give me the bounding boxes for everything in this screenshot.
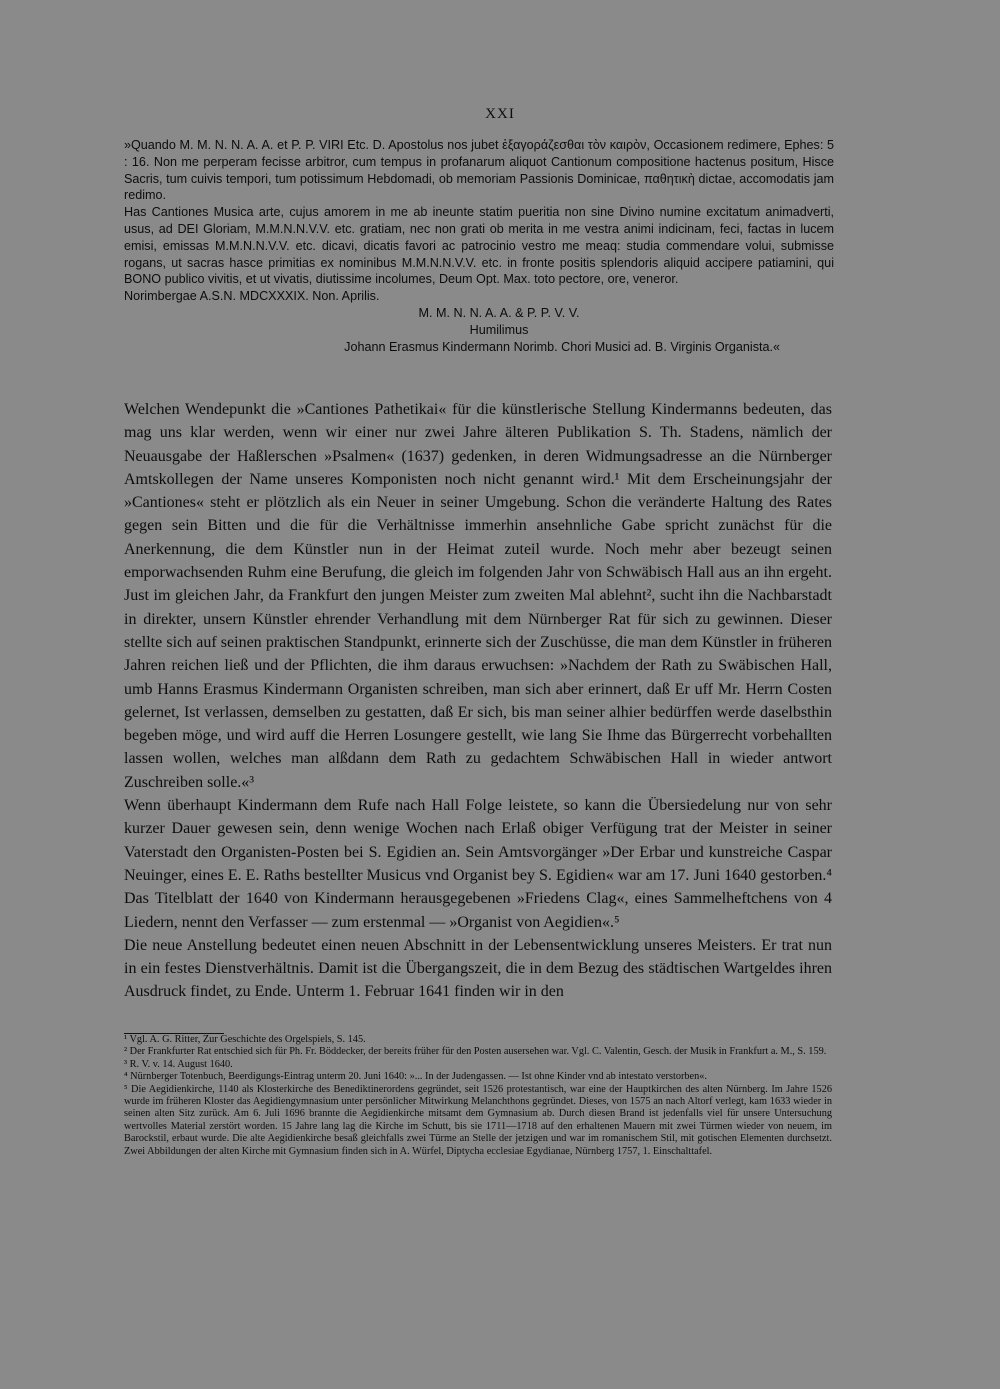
main-body-text — [124, 398, 832, 1004]
dedication-paragraph-1: »Quando M. M. N. N. A. A. et P. P. VIRI Etc. D. Apostolus nos jubet ἐξαγοράζεσθαι τὸν καιρὸν, Occasionem redimere, Ephes: 5 : 16. Non me perperam fecisse arbitror, cum tempus in profanarum aliquot Cantionum compositione hactenus positum, Hisce Sacris, tum cuivis tempori, tum potissimum Hebdomadi, ob memoriam Passionis Dominicae, παθητικὴ dictae, accomodatis jam redimo. — [124, 138, 834, 203]
footnote-2: ² Der Frankfurter Rat entschied sich für Ph. Fr. Böddecker, der bereits früher für den Posten ausersehen war. Vgl. C. Valentin, Gesch. der Musik in Frankfurt a. M., S. 159. — [124, 1046, 827, 1058]
body-paragraph-3: Die neue Anstellung bedeutet einen neuen Abschnitt in der Lebensentwicklung unseres Meisters. Er trat nun in ein festes Dienstverhältnis. Damit ist die Übergangszeit, die in dem Bezug des städtischen Wartgeldes ihren Ausdruck findet, zu Ende. Unterm 1. Februar 1641 finden wir in den — [124, 936, 832, 1001]
dedication-addressees: M. M. N. N. A. A. & P. P. V. V. — [418, 305, 580, 320]
body-paragraph-2: Wenn überhaupt Kindermann dem Rufe nach Hall Folge leistete, so kann die Übersiedelung nur von sehr kurzer Dauer gewesen sein, denn wenige Wochen nach Erlaß obiger Verfügung trat der Meister in seiner Vaterstadt den Organisten-Posten bei S. Egidien an. Sein Amtsvorgänger »Der Erbar und kunstreiche Caspar Neuinger, eines E. E. Raths bestellter Musicus vnd Organist bey S. Egidien« war am 17. Juni 1640 gestorben.⁴ Das Titelblatt der 1640 von Kindermann herausgegebenen »Friedens Clag«, eines Sammelheftchens von 4 Liedern, nennt den Verfasser — zum erstenmal — »Organist von Aegidien«.⁵ — [124, 797, 832, 931]
dedication-signature: Johann Erasmus Kindermann Norimb. Chori Musici ad. B. Virginis Organista.« — [344, 339, 780, 354]
latin-dedication — [124, 137, 834, 355]
footnote-5: ⁵ Die Aegidienkirche, 1140 als Klosterkirche des Benediktinerordens gegründet, seit 1526 protestantisch, war eine der Hauptkirchen des alten Nürnberg. Im Jahre 1526 wurde im früheren Kloster das Aegidiengymnasium unter persönlicher Mitwirkung Melanchthons gegründet. Dieses, von 1575 an nach Altorf verlegt, kam 1633 wieder in seinen alten Sitz zurück. Am 6. Juli 1696 brannte die Aegidienkirche mitsamt dem Gymnasium ab. Durch diesen Brand ist jedenfalls viel für unsere Untersuchung wertvolles Material zerstört worden. 15 Jahre lang lag die Kirche im Schutt, bis sie 1711—1718 auf den erhaltenen Mauern mit zwei Türmen wieder von neuem, im Barockstil, erbaut wurde. Die alte Aegidienkirche besaß gleichfalls zwei Türme an Stelle der jetzigen und war im romanischem Stil, mit gotischen Elementen durchsetzt. Zwei Abbildungen der alten Kirche mit Gymnasium finden sich in A. Würfel, Diptycha ecclesiae Egydianae, Nürnberg 1757, 1. Einschalttafel. — [124, 1083, 832, 1157]
body-paragraph-1: Welchen Wendepunkt die »Cantiones Pathetikai« für die künstlerische Stellung Kindermanns bedeuten, das mag uns klar werden, wenn wir einer nur zwei Jahre älteren Publikation S. Th. Stadens, nämlich der Neuausgabe der Haßlerschen »Psalmen« (1637) gedenken, in deren Widmungsadresse an die Nürnberger Amtskollegen der Name unseres Komponisten noch nicht genannt wird.¹ Mit dem Erscheinungsjahr der »Cantiones« steht er plötzlich als ein Neuer in seiner Umgebung. Schon die veränderte Haltung des Rates gegen sein Bitten und die für die Verhältnisse immerhin ansehnliche Gabe spricht zunächst für die Anerkennung, die dem Künstler nun in der Heimat zuteil wurde. Noch mehr aber bezeugt seinen emporwachsenden Ruhm eine Berufung, die gleich im folgenden Jahr von Schwäbisch Hall aus an ihn ergeht. Just im gleichen Jahr, da Frankfurt den jungen Meister zum zweiten Mal ablehnt², sucht ihn die Nachbarstadt in direkter, unsern Künstler ehrender Verhandlung mit dem Nürnberger Rat für sich zu gewinnen. Dieser stellte sich auf seinen praktischen Standpunkt, erinnerte sich der Zuschüsse, die man dem Künstler in früheren Jahren reichen ließ und der Pflichten, die ihm daraus erwuchsen: »Nachdem der Rath zu Swäbischen Hall, umb Hanns Erasmus Kindermann Organisten schreiben, man sich aber erinnert, daß Er uff Mr. Herrn Costen gelernet, Ist verlassen, demselben zu gestatten, daß Er sich, bis man seiner alhier bedürffen werde daselbsthin begeben möge, und wird auff die Herren Losungere gestellt, wie lang Sie Ihme das Bürgerrecht vorbehallten lassen wollen, welches man alßdann dem Rath zu gedachtem Schwäbischen Hall in wieder antwort Zuschreiben solle.«³ — [124, 401, 832, 791]
footnotes — [124, 1034, 832, 1158]
dedication-place-date: Norimbergae A.S.N. MDCXXXIX. Non. Aprilis. — [124, 289, 380, 304]
footnote-4: ⁴ Nürnberger Totenbuch, Beerdigungs-Eintrag unterm 20. Juni 1640: »... In der Judengassen. — Ist ohne Kinder vnd ab intestato verstorben«. — [124, 1071, 707, 1083]
footnote-3: ³ R. V. v. 14. August 1640. — [124, 1058, 233, 1070]
footnote-1: ¹ Vgl. A. G. Ritter, Zur Geschichte des Orgelspiels, S. 145. — [124, 1034, 366, 1045]
page-number: XXI — [485, 106, 515, 122]
dedication-paragraph-2: Has Cantiones Musica arte, cujus amorem in me ab ineunte statim pueritia non sine Divino numine excitatum animadverti, usus, ad DEI Gloriam, M.M.N.N.V.V. etc. gratiam, nec non grati ob merita in me vestra animi indicinam, feci, factas in lucem emisi, emissas M.M.N.N.V.V. etc. dicavi, dicatis favori ac patrocinio vestro me meaq: studia commendare volui, submisse rogans, ut sacras hasce primitias ex nominibus M.M.N.N.V.V. etc. in fronte positis splendoris aliquid accipere patiamini, qui BONO publico vivitis, et ut vivatis, diutissime incolumes, Deum Opt. Max. toto pectore, ore, veneror. — [124, 205, 834, 287]
dedication-humilimus: Humilimus — [469, 322, 529, 337]
